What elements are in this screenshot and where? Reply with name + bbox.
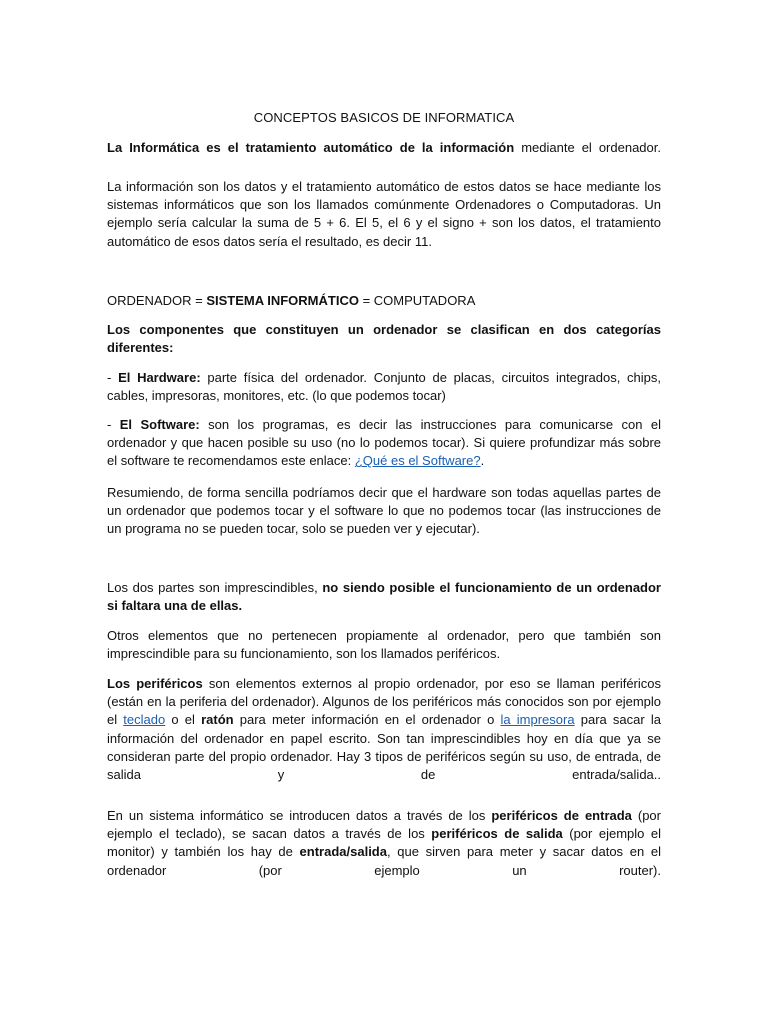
equation-part-computadora: = COMPUTADORA bbox=[358, 293, 476, 308]
paragraph-definition bbox=[107, 139, 661, 157]
printer-link[interactable]: la impresora bbox=[500, 712, 575, 728]
software-term: El Software: bbox=[119, 417, 200, 432]
peripherals-text-3: para meter información en el ordenador o bbox=[233, 712, 501, 728]
paragraph-both-parts bbox=[107, 579, 661, 615]
output-peripherals-term: periféricos de salida bbox=[431, 826, 563, 842]
software-link[interactable]: ¿Qué es el Software? bbox=[354, 453, 481, 469]
paragraph-other-elements: Otros elementos que no pertenecen propiamente al ordenador, pero que también son imprescindible para su funcionamiento, son los llamados periféricos. bbox=[107, 628, 661, 662]
software-text: son los programas, es decir las instrucciones para comunicarse con el ordenador y que hacen posible su uso (no lo podemos tocar). Si quiere profundizar más sobre el software te recomendamos este enlace: bbox=[107, 417, 661, 469]
document-title: CONCEPTOS BASICOS DE INFORMATICA bbox=[253, 110, 515, 125]
io-text-2: (por ejemplo el teclado), se sacan datos a través de los bbox=[107, 808, 661, 842]
peripherals-term: Los periféricos bbox=[107, 676, 203, 691]
paragraph-software bbox=[107, 416, 661, 471]
peripherals-text-4: para sacar la información del ordenador en papel escrito. Son tan imprescindibles hoy en día que ya se consideran parte del propio ordenador. Hay 3 tipos de periféricos según su uso, de entrada, de salida y de entrada/salida.. bbox=[107, 712, 661, 783]
io-text-1: En un sistema informático se introducen datos a través de los bbox=[107, 808, 492, 823]
peripherals-text-2: o el bbox=[165, 712, 202, 728]
io-peripherals-term: entrada/salida bbox=[299, 844, 387, 860]
both-parts-text: no siendo posible el funcionamiento de un ordenador si faltara una de ellas. bbox=[107, 580, 661, 614]
input-peripherals-term: periféricos de entrada bbox=[491, 808, 632, 823]
keyboard-link[interactable]: teclado bbox=[123, 712, 166, 728]
paragraph-ordenador-equation bbox=[107, 292, 661, 310]
paragraph-information: La información son los datos y el tratamiento automático de estos datos se hace mediante los sistemas informáticos que son los llamados comúnmente Ordenadores o Computadoras. Un ejemplo sería calcular la suma de 5 + 6. El 5, el 6 y el signo + son los datos, el tratamiento automático de esos datos sería el resultado, es decir 11. bbox=[107, 179, 661, 249]
equation-part-sistema: SISTEMA INFORMÁTICO bbox=[206, 293, 359, 308]
paragraph-hardware bbox=[107, 369, 661, 405]
hardware-text: parte física del ordenador. Conjunto de placas, circuitos integrados, chips, cables, impresoras, monitores, etc. (lo que podemos tocar) bbox=[107, 370, 661, 404]
software-prefix: - bbox=[107, 417, 120, 432]
peripherals-text-1: son elementos externos al propio ordenador, por eso se llaman periféricos (están en la periferia del ordenador). Algunos de los periféricos más conocidos son por ejemplo el bbox=[107, 676, 661, 728]
paragraph-components bbox=[107, 321, 661, 357]
both-parts-lead: Los dos partes son imprescindibles, bbox=[107, 580, 318, 595]
definition-tail: mediante el ordenador. bbox=[521, 140, 661, 155]
hardware-term: El Hardware: bbox=[118, 370, 201, 385]
mouse-term: ratón bbox=[201, 712, 234, 728]
definition-lead: La bbox=[107, 140, 123, 155]
hardware-prefix: - bbox=[107, 370, 119, 385]
io-text-3: (por ejemplo el monitor) y también los hay de bbox=[107, 826, 661, 860]
paragraph-peripherals bbox=[107, 675, 661, 784]
equation-part-ordenador: ORDENADOR = bbox=[107, 293, 207, 308]
software-after: . bbox=[480, 453, 485, 469]
components-text: que constituyen un ordenador se clasifican en dos categorías diferentes: bbox=[107, 322, 661, 356]
io-text-4: , que sirven para meter y sacar datos en el ordenador (por ejemplo un router). bbox=[107, 844, 661, 878]
definition-term: Informática bbox=[129, 140, 200, 155]
paragraph-summary: Resumiendo, de forma sencilla podríamos decir que el hardware son todas aquellas partes de un ordenador que podemos tocar y el software lo que no podemos tocar (las instrucciones de un programa no se pueden tocar, solo se pueden ver y ejecutar). bbox=[107, 485, 661, 537]
paragraph-io-system bbox=[107, 807, 661, 880]
components-lead: Los componentes bbox=[107, 322, 224, 337]
definition-text: es el tratamiento automático de la información bbox=[206, 140, 515, 155]
